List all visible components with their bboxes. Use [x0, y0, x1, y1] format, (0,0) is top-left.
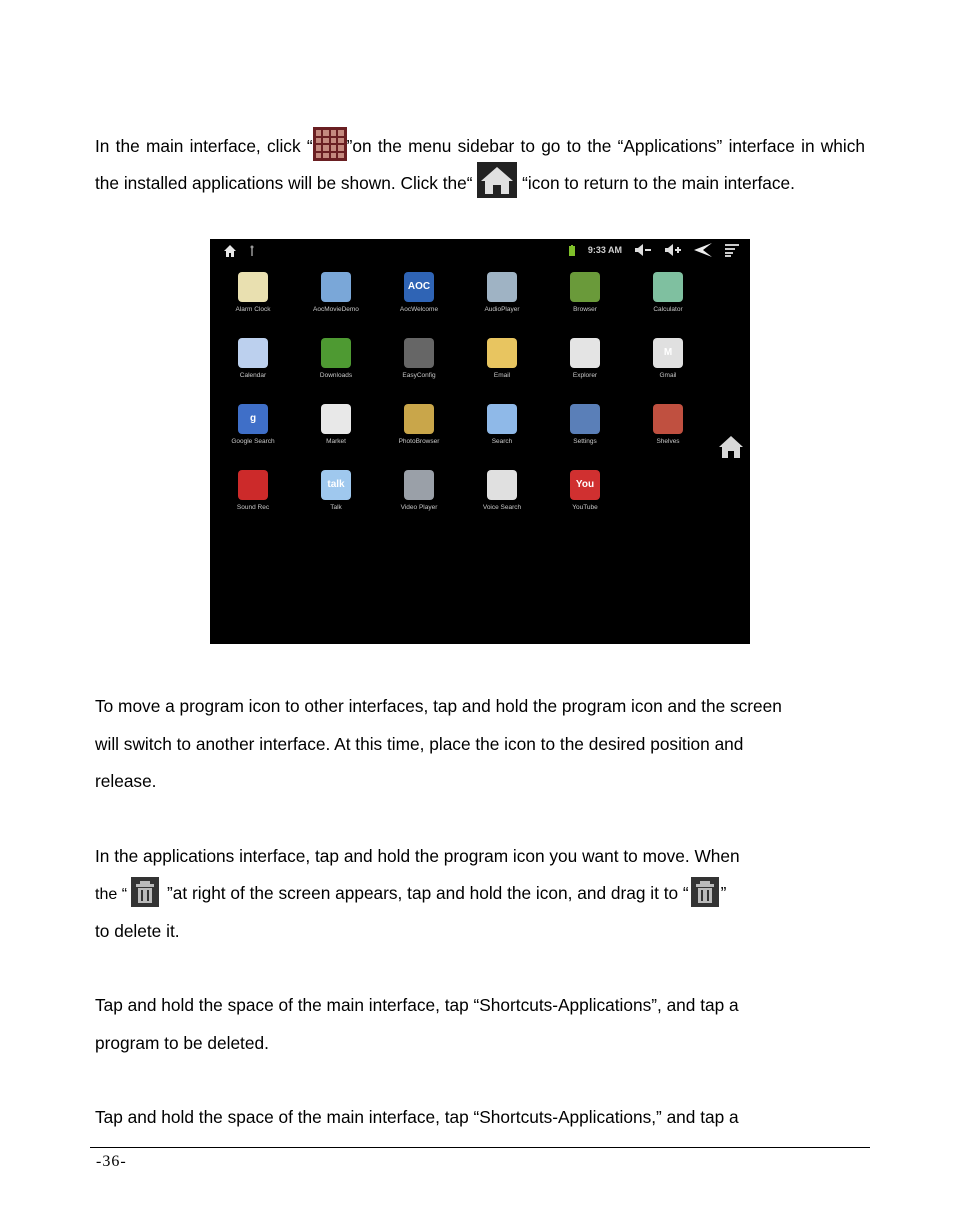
email-icon: [487, 338, 517, 368]
app-label: Calculator: [653, 306, 683, 313]
app-downloads[interactable]: [295, 338, 377, 379]
sidebar-home-icon[interactable]: [718, 435, 744, 459]
page-number: -36-: [96, 1153, 127, 1170]
app-label: Gmail: [659, 372, 677, 379]
aoc-icon: AOC: [404, 272, 434, 302]
app-label: Calendar: [239, 372, 267, 379]
app-label: Downloads: [319, 372, 353, 379]
app-label: PhotoBrowser: [398, 438, 440, 445]
photo-browser-icon: [404, 404, 434, 434]
app-browser[interactable]: [544, 272, 626, 313]
app-label: Voice Search: [482, 504, 522, 511]
volume-down-icon[interactable]: [634, 243, 652, 257]
applications-screenshot: [210, 239, 750, 644]
status-home-usb-icons: [224, 244, 260, 258]
move-icon-paragraph: To move a program icon to other interfaces, tap and hold the program icon and the screen will switch to another interface. At this time, place the icon to the desired position and release.: [95, 696, 782, 791]
talk-icon: talk: [321, 470, 351, 500]
app-label: Video Player: [400, 504, 438, 511]
app-label: Google Search: [231, 438, 275, 445]
voice-search-icon: [487, 470, 517, 500]
app-explorer[interactable]: [544, 338, 626, 379]
app-label: Settings: [573, 438, 597, 445]
app-label: Email: [493, 372, 511, 379]
app-voice-search[interactable]: [461, 470, 543, 511]
app-youtube[interactable]: [544, 470, 626, 511]
app-calculator[interactable]: [627, 272, 709, 313]
trash-icon: [131, 877, 159, 907]
shortcuts-paragraph-continued: Tap and hold the space of the main interface, tap “Shortcuts-Applications,” and tap a: [95, 1107, 739, 1127]
delete-icon-paragraph: In the applications interface, tap and hold the program icon you want to move. When the “ ”at right of the screen appears, tap and hold the icon, and drag it to “ ” to delete it.: [95, 846, 740, 941]
sound-rec-icon: [238, 470, 268, 500]
app-label: Alarm Clock: [235, 306, 271, 313]
gmail-icon: M: [653, 338, 683, 368]
app-aocmoviedemo[interactable]: [295, 272, 377, 313]
apps-grid-icon: [313, 127, 347, 161]
app-gmail[interactable]: [627, 338, 709, 379]
app-talk[interactable]: [295, 470, 377, 511]
status-bar-left: [224, 244, 260, 263]
app-market[interactable]: [295, 404, 377, 445]
easyconfig-icon: [404, 338, 434, 368]
market-icon: [321, 404, 351, 434]
app-alarm-clock[interactable]: [212, 272, 294, 313]
app-video-player[interactable]: [378, 470, 460, 511]
volume-up-icon[interactable]: [664, 243, 682, 257]
app-label: AocWelcome: [399, 306, 439, 313]
shortcuts-paragraph: Tap and hold the space of the main interface, tap “Shortcuts-Applications”, and tap a program to be deleted.: [95, 995, 739, 1053]
app-label: AudioPlayer: [484, 306, 520, 313]
app-label: Shelves: [656, 438, 680, 445]
youtube-icon: You: [570, 470, 600, 500]
shelves-icon: [653, 404, 683, 434]
trash-icon: [691, 877, 719, 907]
app-photobrowser[interactable]: [378, 404, 460, 445]
app-label: Browser: [573, 306, 597, 313]
app-calendar[interactable]: [212, 338, 294, 379]
app-aocwelcome[interactable]: [378, 272, 460, 313]
app-label: Explorer: [572, 372, 598, 379]
app-email[interactable]: [461, 338, 543, 379]
globe-icon: [570, 272, 600, 302]
calculator-icon: [653, 272, 683, 302]
app-search[interactable]: [461, 404, 543, 445]
app-label: Talk: [330, 504, 342, 511]
audio-player-icon: [487, 272, 517, 302]
footer-rule: [90, 1147, 870, 1148]
explorer-icon: [570, 338, 600, 368]
app-sound-rec[interactable]: [212, 470, 294, 511]
alarm-clock-icon: [238, 272, 268, 302]
app-settings[interactable]: [544, 404, 626, 445]
app-label: AocMovieDemo: [313, 306, 359, 313]
video-player-icon: [404, 470, 434, 500]
app-shelves[interactable]: [627, 404, 709, 445]
calendar-icon: [238, 338, 268, 368]
app-label: Market: [326, 438, 346, 445]
app-label: EasyConfig: [402, 372, 436, 379]
search-icon: [487, 404, 517, 434]
app-label: Search: [491, 438, 513, 445]
back-icon[interactable]: [694, 243, 712, 257]
app-audioplayer[interactable]: [461, 272, 543, 313]
movie-demo-icon: [321, 272, 351, 302]
status-time: 9:33 AM: [587, 245, 622, 255]
app-google-search[interactable]: [212, 404, 294, 445]
app-label: YouTube: [572, 504, 598, 511]
google-search-icon: g: [238, 404, 268, 434]
menu-icon[interactable]: [724, 243, 740, 257]
download-icon: [321, 338, 351, 368]
settings-icon: [570, 404, 600, 434]
app-easyconfig[interactable]: [378, 338, 460, 379]
app-label: Sound Rec: [236, 504, 270, 511]
status-bar-right: [568, 243, 740, 257]
intro-paragraph: In the main interface, click “ ”on the menu sidebar to go to the “Applications” interface in which the installed applications will be shown. Click the“ “icon to return to the main interface.: [95, 128, 865, 202]
battery-icon: [568, 245, 576, 256]
home-icon: [477, 162, 517, 198]
